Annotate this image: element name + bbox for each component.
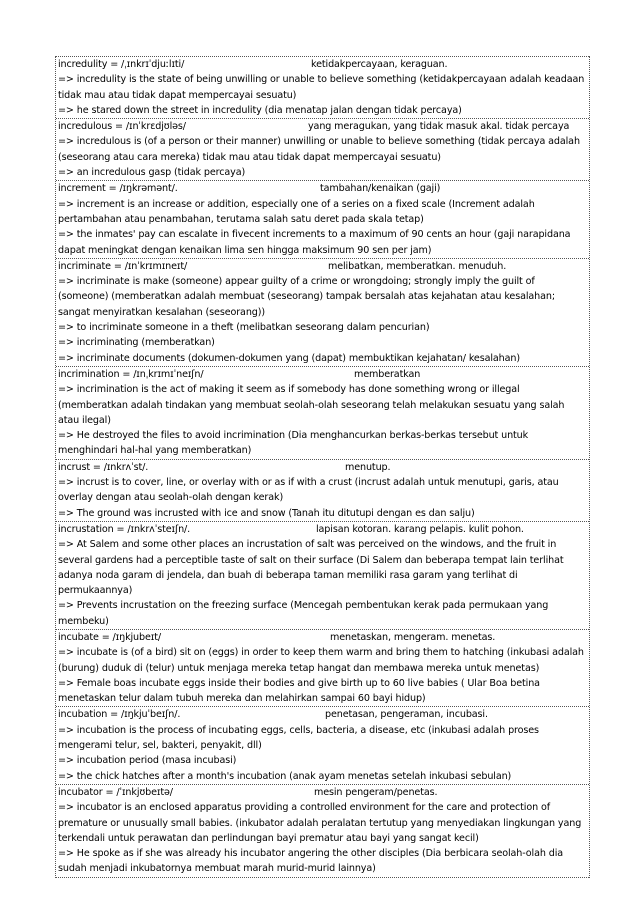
entry-line: => He spoke as if she was already his incubator angering the other disciples (Dia berbicara seolah-olah dia sudah menjadi inkubatornya membuat marah murid-murid lainnya) <box>58 848 564 875</box>
entry-header <box>58 460 587 475</box>
entry-line: => He destroyed the files to avoid incrimination (Dia menghancurkan berkas-berkas tersebut untuk menghindari hal-hal yang memberatkan) <box>58 430 529 457</box>
entry-line: => Prevents incrustation on the freezing surface (Mencegah pembentukan kerak pada permukaan yang membeku) <box>58 600 549 627</box>
entry-word: incubator = /ˈɪnkjʊbeɪtə/ <box>58 786 173 798</box>
entry-header <box>58 630 587 645</box>
entry-translation: menutup. <box>345 461 391 473</box>
entry-line: => incubator is an enclosed apparatus providing a controlled environment for the care and protection of premature or unusually small babies. (inkubator adalah peralatan tertutup yang menyediakan lingkungan yang terkendali untuk perawatan dan perlindungan bayi prematur atau bayi yang sangat kecil) <box>58 802 582 844</box>
entry-line: => incubation is the process of incubating eggs, cells, bacteria, a disease, etc (inkubasi adalah proses mengerami telur, sel, bakteri, penyakit, dll) <box>58 724 539 752</box>
entry-line: => incriminate documents (dokumen-dokumen yang (dapat) membuktikan kejahatan/ kesalahan) <box>58 352 520 364</box>
entry-line: => the inmates' pay can escalate in fivecent increments to a maximum of 90 cents an hour (gaji narapidana dapat meningkat dengan kenaikan lima sen hingga maksimum 90 sen per jam) <box>58 229 571 256</box>
entry-line: => the chick hatches after a month's incubation (anak ayam menetas setelah inkubasi sebulan) <box>58 770 512 782</box>
entry-header <box>58 119 587 134</box>
entry-line: => incubate is (of a bird) sit on (eggs) in order to keep them warm and bring them to hatching (inkubasi adalah (burung) duduk di (telur) untuk menjaga mereka tetap hangat dan membawa mereka untuk menetas) <box>58 647 584 674</box>
entry-line: => Female boas incubate eggs inside their bodies and give birth up to 60 live babies ( Ular Boa betina menetaskan telur dalam tubuh mereka dan melahirkan sampai 60 bayi hidup) <box>58 677 540 705</box>
entry-line: => incredulous is (of a person or their manner) unwilling or unable to believe something (tidak percaya adalah (seseorang atau cara mereka) tidak mau atau tidak dapat mempercayai sesuatu) <box>58 136 580 163</box>
entry-header <box>58 367 587 382</box>
dictionary-entry <box>56 56 589 118</box>
dictionary-entry <box>56 258 589 366</box>
entry-word: incrimination = /ɪnˌkrɪmɪˈneɪʃn/ <box>58 368 204 380</box>
dictionary-entry <box>56 459 589 521</box>
entry-translation: yang meragukan, yang tidak masuk akal. tidak percaya <box>308 121 570 133</box>
entry-line: => to incriminate someone in a theft (melibatkan seseorang dalam pencurian) <box>58 322 430 334</box>
entry-translation: tambahan/kenaikan (gaji) <box>320 183 441 195</box>
entry-header <box>58 259 587 274</box>
entry-line: => incriminating (memberatkan) <box>58 337 215 349</box>
dictionary-entry <box>56 521 589 629</box>
entry-translation: melibatkan, memberatkan. menuduh. <box>328 260 507 272</box>
entry-header <box>58 181 587 196</box>
entry-word: increment = /ɪŋkrəmənt/. <box>58 183 178 195</box>
entry-header <box>58 707 587 722</box>
entry-line: => increment is an increase or addition, especially one of a series on a fixed scale (Increment adalah pertambahan atau penambahan, terutama salah satu deret pada skala tetap) <box>58 198 535 225</box>
entry-translation: memberatkan <box>354 368 421 380</box>
entry-header <box>58 522 587 537</box>
entry-line: => incrust is to cover, line, or overlay with or as if with a crust (incrust adalah untuk menutupi, garis, atau overlay dengan atau seolah-olah dengan kerak) <box>58 477 559 504</box>
entry-translation: menetaskan, mengeram. menetas. <box>330 631 496 643</box>
dictionary-entry <box>56 366 589 459</box>
entry-word: incubation = /ɪŋkjuˈbeɪʃn/. <box>58 709 181 721</box>
entry-line: => incredulity is the state of being unwilling or unable to believe something (ketidakpercayaan adalah keadaan tidak mau atau tidak dapat mempercayai sesuatu) <box>58 74 585 101</box>
entry-line: => The ground was incrusted with ice and snow (Tanah itu ditutupi dengan es dan salju) <box>58 507 475 519</box>
entry-line: => incriminate is make (someone) appear guilty of a crime or wrongdoing; strongly imply the guilt of (someone) (memberatkan adalah membuat (seseorang) tampak bersalah atas kejahatan atau kesalahan; sangat menyiratkan kesalahan (seseorang)) <box>58 276 555 318</box>
dictionary-entry <box>56 784 589 878</box>
entry-word: incredulous = /ɪnˈkrɛdjʊləs/ <box>58 121 186 133</box>
entry-header <box>58 57 587 72</box>
dictionary-entry <box>56 706 589 783</box>
entry-line: => an incredulous gasp (tidak percaya) <box>58 167 246 179</box>
entry-translation: mesin pengeram/penetas. <box>314 786 438 798</box>
entry-translation: ketidakpercayaan, keraguan. <box>311 59 448 70</box>
entry-line: => incubation period (masa incubasi) <box>58 755 237 767</box>
dictionary-entry <box>56 118 589 180</box>
entry-word: incriminate = /ɪnˈkrɪmɪneɪt/ <box>58 260 188 272</box>
entry-word: incrust = /ɪnkrʌˈst/. <box>58 461 149 473</box>
entry-line: => incrimination is the act of making it seem as if somebody has done something wrong or illegal (memberatkan adalah tindakan yang membuat seolah-olah seseorang telah melakukan sesuatu yang salah atau ilegal) <box>58 384 565 426</box>
entry-word: incubate = /ɪŋkjubeɪt/ <box>58 631 161 643</box>
dictionary-entry <box>56 629 589 706</box>
entry-translation: penetasan, pengeraman, incubasi. <box>325 709 488 721</box>
entry-translation: lapisan kotoran. karang pelapis. kulit pohon. <box>316 523 524 535</box>
dictionary-entry <box>56 180 589 257</box>
entry-word: incrustation = /ɪnkrʌˈsteɪʃn/. <box>58 523 191 535</box>
entry-word: incredulity = /ˌɪnkrɪˈdjuːlɪti/ <box>58 59 185 70</box>
entry-line: => At Salem and some other places an incrustation of salt was perceived on the windows, and the fruit in several gardens had a perceptible taste of salt on their surface (Di Salem dan beberapa tempat lain terlihat adanya noda garam di jendela, dan buah di beberapa taman memiliki rasa garam yang terlihat di permukaannya) <box>58 539 564 597</box>
entry-header <box>58 785 587 800</box>
entry-line: => he stared down the street in incredulity (dia menatap jalan dengan tidak percaya) <box>58 104 462 116</box>
dictionary-document <box>55 56 590 878</box>
